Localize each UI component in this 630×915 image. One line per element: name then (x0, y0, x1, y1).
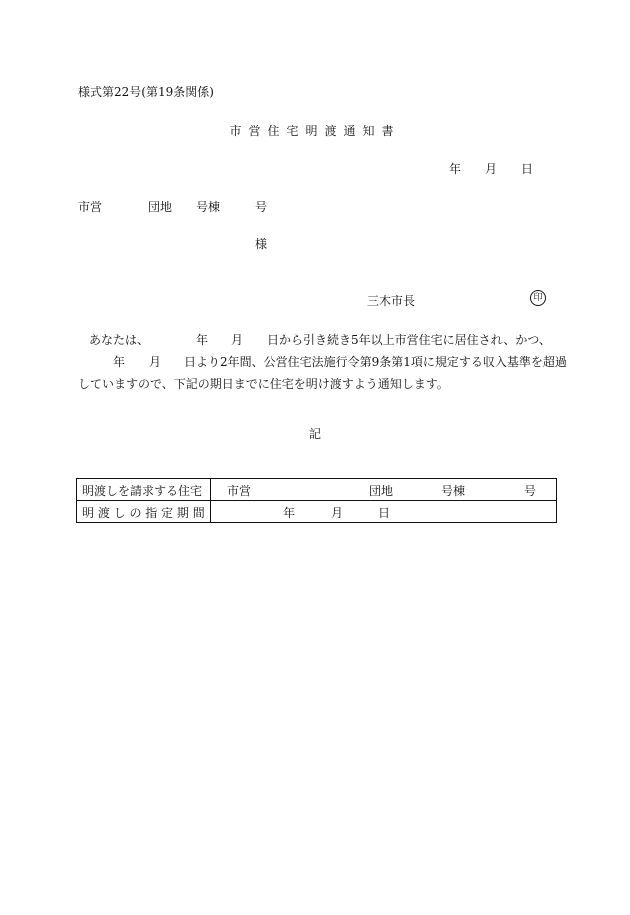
body-year-label: 年 (113, 355, 126, 369)
address-building-label: 号棟 (196, 200, 221, 214)
body-month-label: 月 (231, 333, 244, 347)
table-label-cell (77, 501, 211, 523)
date-month-label: 月 (485, 162, 498, 176)
seal-stamp-icon: 印 (530, 290, 546, 306)
issuer-name: 三木市長 (367, 294, 416, 308)
table-value-cell (211, 479, 557, 501)
table-day-label: 日 (378, 506, 391, 520)
body-text: あなたは、 (89, 333, 150, 347)
document-title: 市営住宅明渡通知書 (229, 124, 401, 138)
table-month-label: 月 (331, 506, 344, 520)
table-building-label: 号棟 (441, 484, 466, 498)
table-row (77, 479, 557, 501)
table-danchi-label: 団地 (369, 484, 394, 498)
address-unit-label: 号 (255, 200, 268, 214)
body-month-label: 月 (149, 355, 162, 369)
body-year-label: 年 (196, 333, 209, 347)
date-day-label: 日 (521, 162, 534, 176)
body-text: 日より2年間、公営住宅法施行令第9条第1項に規定する収入基準を超過 (184, 355, 567, 369)
table-label-cell (77, 479, 211, 501)
form-number: 様式第22号(第19条関係) (78, 85, 214, 99)
address-city-housing-label: 市営 (78, 200, 103, 214)
designated-period-label: 明 渡 し の 指 定 期 間 (82, 506, 205, 520)
housing-request-label: 明渡しを請求する住宅 (82, 484, 203, 498)
housing-info-table (76, 478, 557, 523)
table-year-label: 年 (283, 506, 296, 520)
date-year-label: 年 (449, 162, 462, 176)
body-text: していますので、下記の期日までに住宅を明け渡すよう通知します。 (78, 377, 449, 391)
table-row (77, 501, 557, 523)
ki-heading: 記 (308, 427, 321, 441)
table-city-housing-label: 市営 (227, 484, 252, 498)
recipient-honorific: 様 (255, 237, 268, 251)
table-unit-label: 号 (524, 484, 537, 498)
address-danchi-label: 団地 (148, 200, 173, 214)
table-value-cell (211, 501, 557, 523)
body-text: 日から引き続き5年以上市営住宅に居住され、かつ、 (267, 333, 551, 347)
